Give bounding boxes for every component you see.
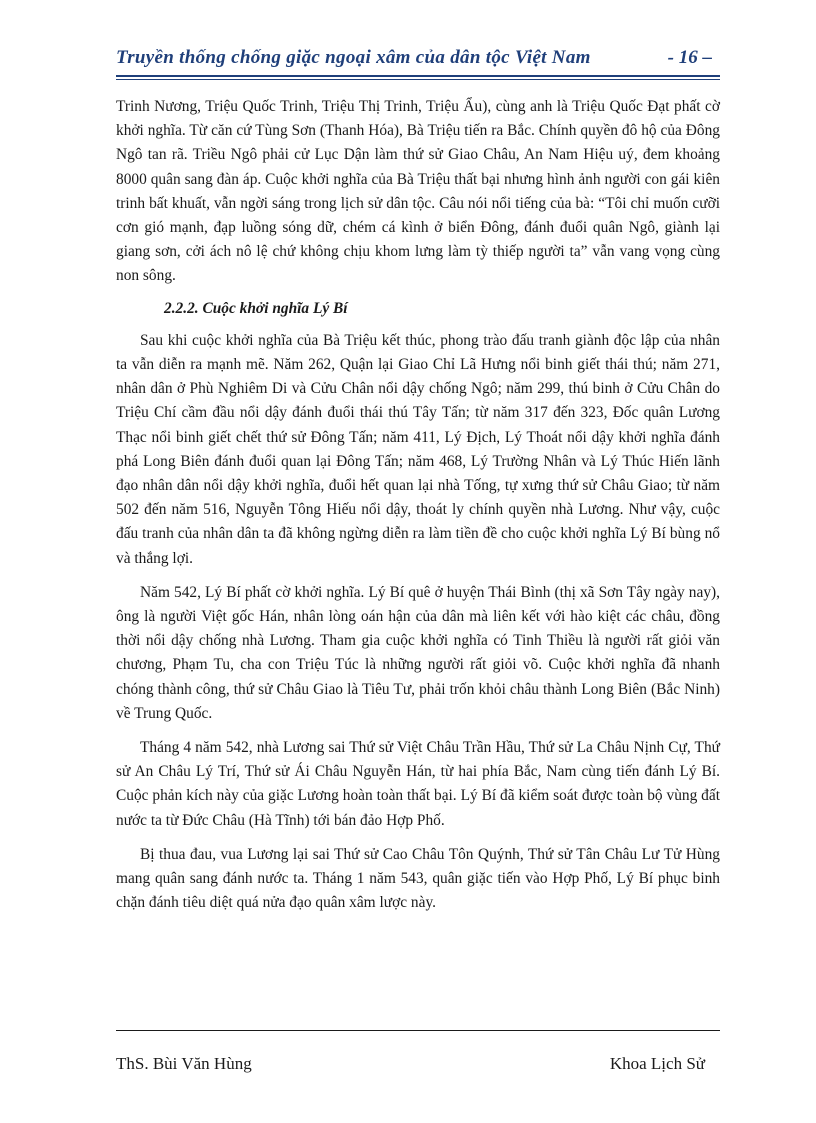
page-body	[116, 95, 720, 926]
footer-author: ThS. Bùi Văn Hùng	[116, 1054, 252, 1073]
paragraph: Bị thua đau, vua Lương lại sai Thứ sử Cao Châu Tôn Quýnh, Thứ sử Tân Châu Lư Tử Hùng mang quân sang đánh nước ta. Tháng 1 năm 543, quân giặc tiến vào Hợp Phố, Lý Bí phục binh chặn đánh tiêu diệt quá nửa đạo quân xâm lược này.	[116, 845, 720, 912]
document-title: Truyền thống chống giặc ngoại xâm của dân tộc Việt Nam	[116, 47, 591, 68]
section-heading: 2.2.2. Cuộc khởi nghĩa Lý Bí	[164, 299, 348, 317]
paragraph: Tháng 4 năm 542, nhà Lương sai Thứ sử Việt Châu Trần Hầu, Thứ sử La Châu Nịnh Cự, Thứ sử An Châu Lý Trí, Thứ sử Ái Châu Nguyễn Hán, từ hai phía Bắc, Nam cùng tiến đánh Lý Bí. Cuộc phản kích này của giặc Lương hoàn toàn thất bại. Lý Bí đã kiểm soát được toàn bộ vùng đất nước ta từ Đức Châu (Hà Tĩnh) tới bán đảo Hợp Phố.	[116, 739, 720, 829]
footer-divider	[116, 1030, 720, 1031]
paragraph: Năm 542, Lý Bí phất cờ khởi nghĩa. Lý Bí quê ở huyện Thái Bình (thị xã Sơn Tây ngày nay), ông là người Việt gốc Hán, nhân lòng oán hận của dân mà liên kết với hào kiệt các châu, đồng thời nổi dậy chống nhà Lương. Tham gia cuộc khởi nghĩa có Tinh Thiều là người rất giỏi văn chương, Phạm Tu, cha con Triệu Túc là những người rất giỏi võ. Cuộc khởi nghĩa đã nhanh chóng thành công, thứ sử Châu Giao là Tiêu Tư, phải trốn khỏi châu thành Long Biên (Bắc Ninh) về Trung Quốc.	[116, 583, 720, 722]
footer-department: Khoa Lịch Sử	[609, 1054, 705, 1073]
page-header	[116, 47, 720, 73]
paragraph: Trinh Nương, Triệu Quốc Trinh, Triệu Thị Trinh, Triệu Ẩu), cùng anh là Triệu Quốc Đạt phất cờ khởi nghĩa. Từ căn cứ Tùng Sơn (Thanh Hóa), Bà Triệu tiến ra Bắc. Chính quyền đô hộ của Đông Ngô tan rã. Triều Ngô phải cử Lục Dận làm thứ sử Giao Châu, An Nam Hiệu uý, đem khoảng 8000 quân sang đàn áp. Cuộc khởi nghĩa của Bà Triệu thất bại nhưng hình ảnh người con gái kiên trinh bất khuất, vẫn ngời sáng trong lịch sử dân tộc. Câu nói nổi tiếng của bà: “Tôi chỉ muốn cưỡi cơn gió mạnh, đạp luồng sóng dữ, chém cá kình ở biển Đông, đánh đuổi quân Ngô, giành lại giang sơn, cởi ách nô lệ chứ không chịu khom lưng làm tỳ thiếp người ta” vẫn vang vọng cùng non sông.	[116, 98, 720, 285]
page-number: - 16 –	[667, 47, 712, 68]
paragraph: Sau khi cuộc khởi nghĩa của Bà Triệu kết thúc, phong trào đấu tranh giành độc lập của nhân ta vẫn diễn ra mạnh mẽ. Năm 262, Quận lại Giao Chỉ Lã Hưng nổi binh giết thái thú; năm 271, nhân dân ở Phù Nghiêm Di và Cửu Chân nổi dậy chống Ngô; năm 299, thú binh ở Cửu Chân do Triệu Chí cầm đầu nổi dậy đánh đuổi thái thú Tây Tấn; từ năm 317 đến 323, Đốc quân Lương Thạc nổi binh giết chết thứ sử Đông Tấn; năm 411, Lý Địch, Lý Thoát nổi dậy khởi nghĩa đánh phá Long Biên đánh đuổi quan lại Đông Tấn; năm 468, Lý Trường Nhân và Lý Thúc Hiến lãnh đạo nhân dân nổi dậy khởi nghĩa, đuổi hết quan lại nhà Tống, tự xưng thứ sử Châu Giao; từ năm 502 đến năm 516, Nguyễn Tông Hiếu nổi dậy, thoát ly chính quyền nhà Lương. Như vậy, cuộc đấu tranh của nhân dân ta đã không ngừng diễn ra làm tiền đề cho cuộc khởi nghĩa Lý Bí bùng nổ và thắng lợi.	[116, 331, 720, 567]
header-divider	[116, 75, 720, 80]
